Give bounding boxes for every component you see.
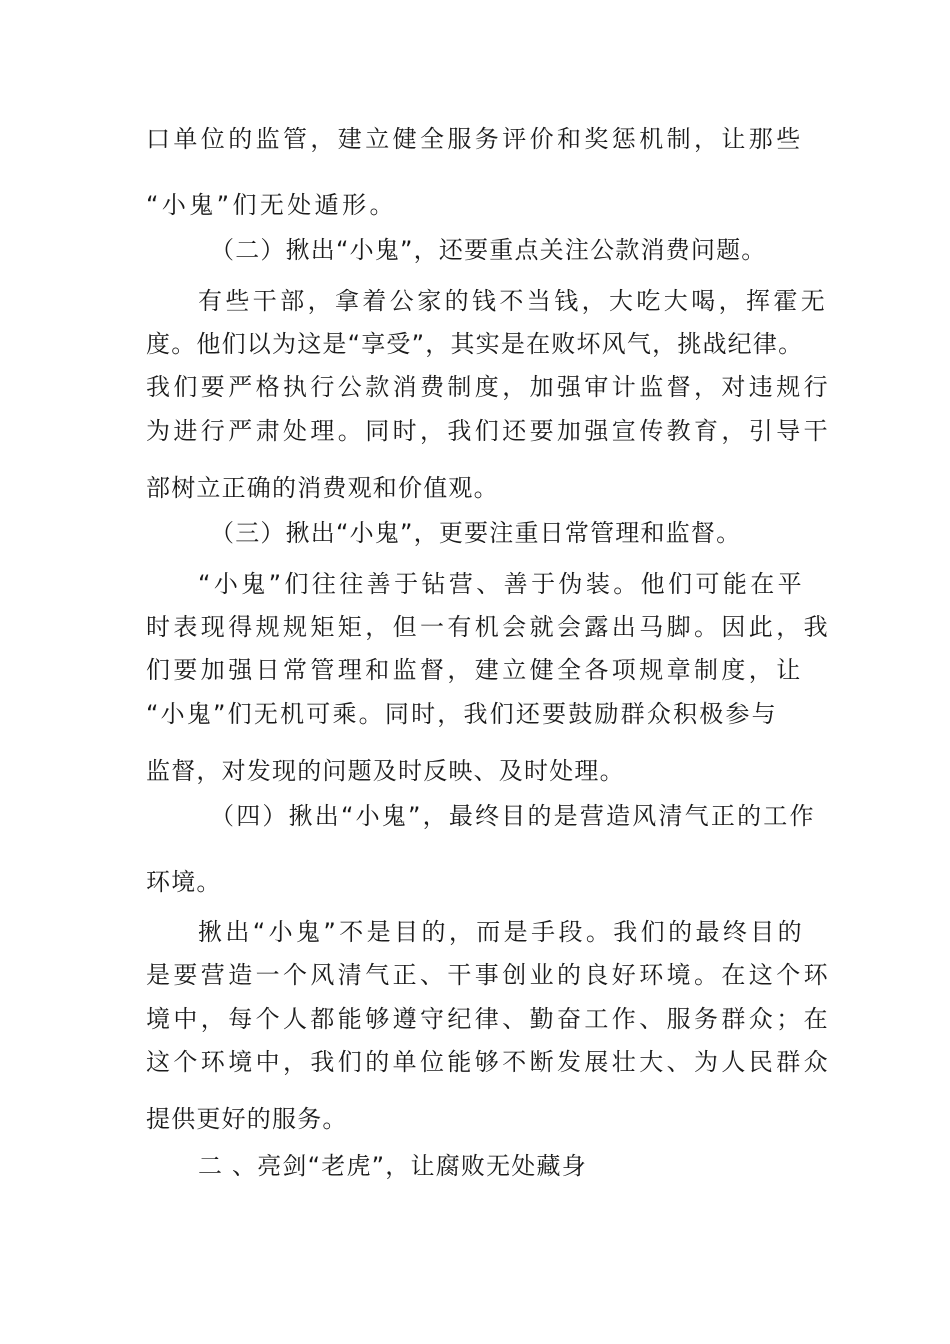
text-line: 境中，每个人都能够遵守纪律、勤奋工作、服务群众；在	[146, 1005, 831, 1033]
text-line: 揪出“小鬼”不是目的，而是手段。我们的最终目的	[198, 918, 806, 946]
text-line: “小鬼”们往往善于钻营、善于伪装。他们可能在平	[198, 570, 806, 598]
section-heading: （三）揪出“小鬼”，更要注重日常管理和监督。	[210, 519, 742, 547]
text-line: 度。他们以为这是“享受”，其实是在败坏风气，挑战纪律。	[146, 330, 804, 358]
text-line: “小鬼”们无处遁形。	[146, 191, 397, 219]
text-line: 时表现得规规矩矩，但一有机会就会露出马脚。因此，我	[146, 613, 831, 641]
text-line: 我们要严格执行公款消费制度，加强审计监督，对违规行	[146, 373, 831, 401]
chapter-heading: 二 、亮剑“老虎”，让腐败无处藏身	[198, 1152, 587, 1180]
text-line: “小鬼”们无机可乘。同时，我们还要鼓励群众积极参与	[146, 700, 778, 728]
text-line: 这个环境中，我们的单位能够不断发展壮大、为人民群众	[146, 1048, 831, 1076]
section-heading: （四）揪出“小鬼”，最终目的是营造风清气正的工作	[210, 802, 816, 830]
text-line: 是要营造一个风清气正、干事创业的良好环境。在这个环	[146, 961, 831, 989]
text-line: 口单位的监管，建立健全服务评价和奖惩机制，让那些	[146, 125, 804, 153]
text-line: 监督，对发现的问题及时反映、及时处理。	[146, 757, 625, 785]
section-heading: （二）揪出“小鬼”，还要重点关注公款消费问题。	[210, 236, 767, 264]
text-line: 部树立正确的消费观和价值观。	[146, 474, 499, 502]
text-line: 有些干部，拿着公家的钱不当钱，大吃大喝，挥霍无	[198, 287, 829, 315]
text-line: 环境。	[146, 868, 222, 896]
text-line: 为进行严肃处理。同时，我们还要加强宣传教育，引导干	[146, 417, 831, 445]
text-line: 们要加强日常管理和监督，建立健全各项规章制度，让	[146, 656, 804, 684]
text-line: 提供更好的服务。	[146, 1105, 348, 1133]
